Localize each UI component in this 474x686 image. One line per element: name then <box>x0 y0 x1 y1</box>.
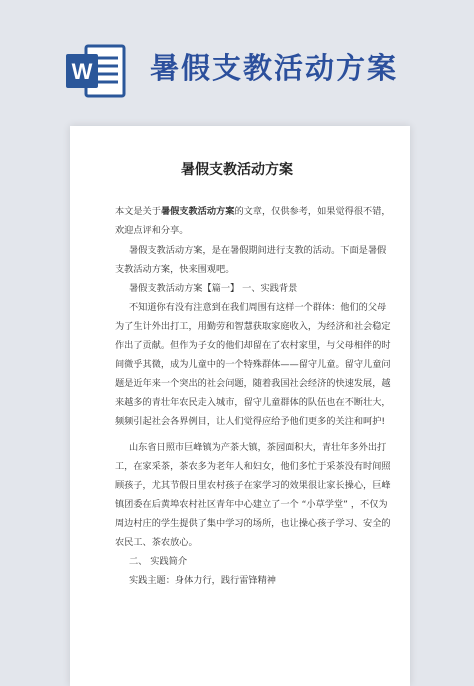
paragraph-2-line: 频频引起社会各界例目，让人们觉得应给予他们更多的关注和呵护! <box>115 416 386 427</box>
paragraph-3-line: 顾孩子，尤其节假日里农村孩子在家学习的效果很让家长操心，巨峰 <box>115 480 391 491</box>
paragraph-3-line: 周边村庄的学生提供了集中学习的场所，也让操心孩子学习、安全的 <box>115 518 391 529</box>
word-logo-letter: W <box>71 59 93 84</box>
paragraph-3-line: 工，在家采茶，茶农多为老年人和妇女，他们多忙于采茶没有时间照 <box>115 461 391 472</box>
paragraph-2-line: 为了生计外出打工，用勤劳和智慧获取家庭收入，为经济和社会稳定 <box>115 321 391 332</box>
page-title: 暑假支教活动方案 <box>150 51 399 85</box>
header-banner <box>0 0 474 120</box>
paragraph-1-line-1: 暑假支教活动方案，是在暑假期间进行支教的活动。下面是暑假 <box>129 245 387 256</box>
intro-line-2: 欢迎点评和分享。 <box>115 225 189 236</box>
paragraph-3-line: 镇团委在后黄埠农村社区青年中心建立了一个 “小草学堂” ，不仅为 <box>115 499 388 510</box>
paragraph-2-line: 来越多的青壮年农民走入城市，留守儿童群体的队伍也在不断壮大， <box>115 397 391 408</box>
paragraph-2-line: 题是近年来一个突出的社会问题，随着我国社会经济的快速发展，越 <box>115 378 391 389</box>
section-heading-2: 二、 实践简介 <box>129 556 188 567</box>
paragraph-2-line: 作出了贡献。但作为子女的他们却留在了农村家里，与父母相伴的时 <box>115 340 391 351</box>
paragraph-2-line: 不知道你有没有注意到在我们周围有这样一个群体：他们的父母 <box>129 302 387 313</box>
paragraph-3-line: 山东省日照市巨峰镇为产茶大镇，茶园面积大，青壮年多外出打 <box>129 442 387 453</box>
intro-line-1: 本文是关于暑假支教活动方案的文章，仅供参考，如果觉得很不错， <box>115 206 391 217</box>
practice-theme: 实践主题：身体力行，践行雷锋精神 <box>129 575 276 586</box>
paragraph-3-line: 农民工、茶农放心。 <box>115 537 198 548</box>
word-document-icon <box>64 42 126 100</box>
paragraph-2-line: 间微乎其微，成为儿童中的一个特殊群体——留守儿童。留守儿童问 <box>115 359 391 370</box>
section-heading-1: 暑假支教活动方案【篇一】 一、实践背景 <box>129 283 298 294</box>
paragraph-1-line-2: 支教活动方案，快来围观吧。 <box>115 264 235 275</box>
document-title: 暑假支教活动方案 <box>181 162 293 178</box>
